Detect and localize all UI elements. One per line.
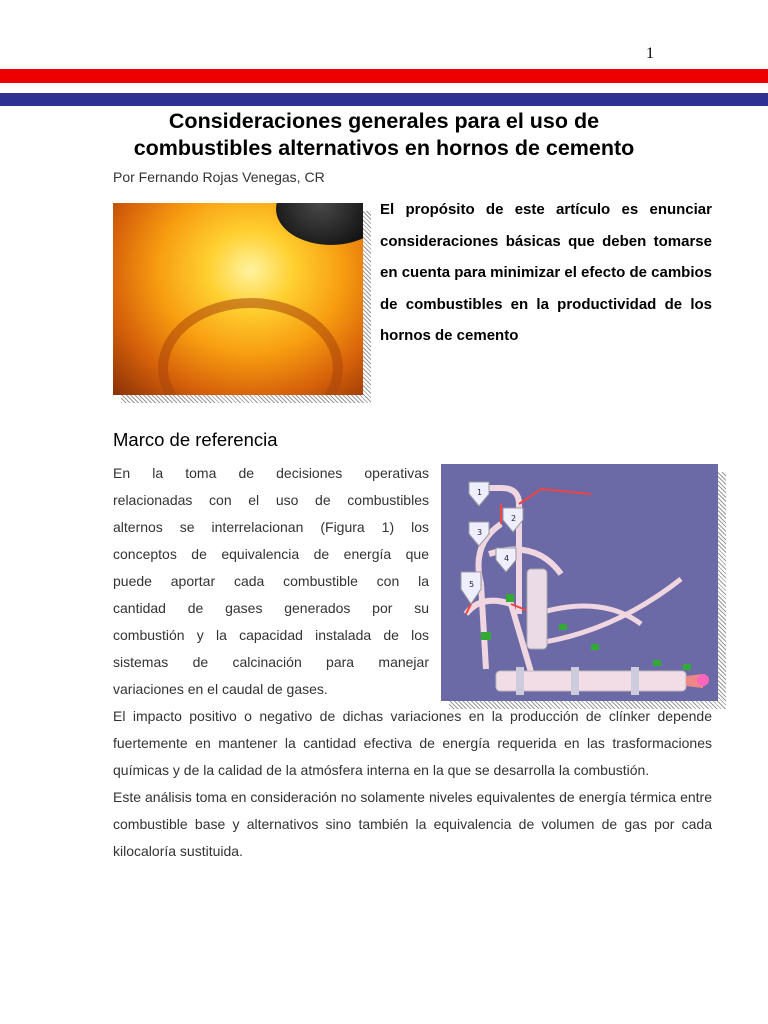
page-number: 1	[646, 45, 654, 62]
valve	[481, 632, 491, 640]
kiln-tire	[516, 667, 524, 695]
paragraph-line: variaciones en el caudal de gases.	[113, 681, 328, 697]
section-heading: Marco de referencia	[113, 429, 278, 450]
paragraph-line: relacionadas con el uso de combustibles	[113, 492, 429, 508]
paragraph-line: puede aportar cada combustible con la	[113, 573, 429, 589]
figure-1	[441, 464, 718, 701]
paragraph-line: alternos se interrelacionan (Figura 1) los	[113, 519, 429, 535]
valve	[506, 594, 514, 602]
duct	[479, 524, 502, 669]
kiln-tire	[571, 667, 579, 695]
paragraph-line: combustión y la capacidad instalada de los	[113, 627, 429, 643]
rotary-kiln	[496, 671, 686, 691]
paragraph-3: Este análisis toma en consideración no solamente niveles equivalentes de energía térmica entre combustible base y alternativos sino también la equivalencia de volumen de gas por cada kilocaloría sustituida.	[113, 789, 712, 859]
header-blue-band	[0, 93, 768, 106]
paragraph-1	[113, 460, 429, 703]
paragraph-line: cantidad de gases generados por su	[113, 600, 429, 616]
paragraph-line: En la toma de decisiones operativas	[113, 465, 429, 481]
author-byline: Por Fernando Rojas Venegas, CR	[113, 169, 325, 185]
title-line-1: Consideraciones generales para el uso de	[168, 109, 600, 133]
cyclone-label: 1	[477, 488, 483, 497]
kiln-ring	[158, 298, 343, 395]
kiln-flame-photo	[113, 203, 363, 395]
header-red-band	[0, 69, 768, 83]
cyclone-label: 3	[477, 528, 483, 537]
valve	[683, 664, 691, 670]
valve	[559, 624, 567, 630]
cyclone-label: 2	[511, 514, 517, 523]
process-diagram-svg	[441, 464, 718, 701]
cyclone-label: 5	[469, 580, 475, 589]
article-title	[100, 108, 668, 162]
burner-flame	[697, 674, 709, 686]
valve	[591, 644, 599, 650]
paragraph-line: conceptos de equivalencia de energía que	[113, 546, 429, 562]
flame-image	[113, 203, 363, 395]
calciner-column	[527, 569, 547, 649]
article-abstract: El propósito de este artículo es enunciar consideraciones básicas que deben tomarse en cuenta para minimizar el efecto de cambios de combustibles en la productividad de los hornos de cemento	[380, 201, 712, 344]
paragraph-2: El impacto positivo o negativo de dichas variaciones en la producción de clínker depende fuertemente en mantener la cantidad efectiva de energía requerida en las trasformaciones químicas y de la calidad de la atmósfera interna en la que se desarrolla la combustión.	[113, 708, 712, 778]
kiln-process-diagram	[441, 464, 718, 701]
burner-shadow	[276, 203, 363, 245]
kiln-tire	[631, 667, 639, 695]
paragraph-line: sistemas de calcinación para manejar	[113, 654, 429, 670]
paragraph-2-3	[113, 703, 712, 865]
cyclone-label: 4	[504, 554, 510, 563]
valve	[653, 660, 661, 666]
title-line-2: combustibles alternativos en hornos de cemento	[133, 136, 635, 160]
